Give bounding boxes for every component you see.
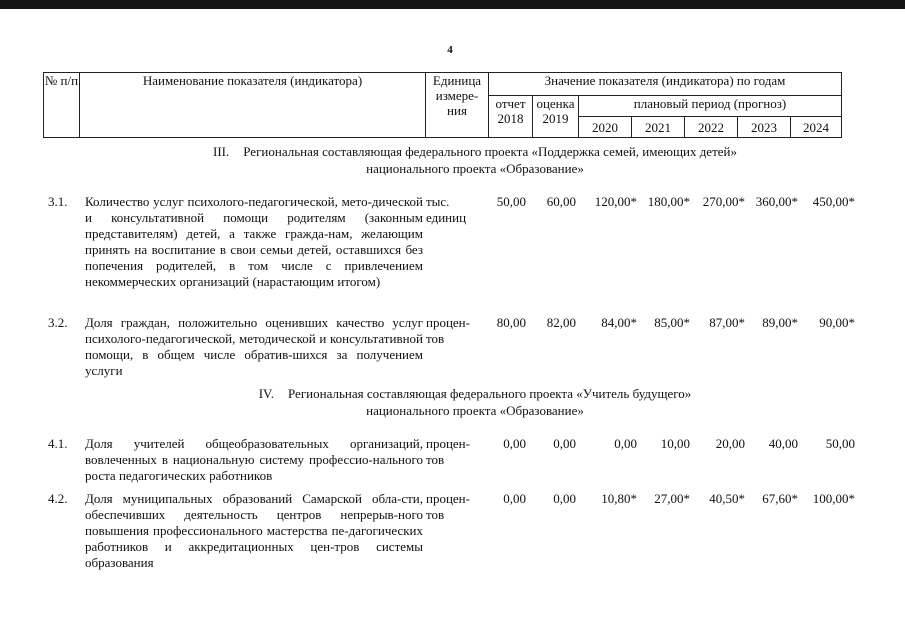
row-indicator-name: Доля граждан, положительно оценивших качество услуг психолого-педагогической, методической и консультативной помощи, в общем числе обратив-шихся за получением услуги xyxy=(85,315,423,378)
header-number: № п/п xyxy=(44,73,80,138)
row-unit: процен-тов xyxy=(426,436,470,467)
scan-edge-bar xyxy=(0,0,905,9)
section-heading xyxy=(80,385,870,419)
section-roman: III. xyxy=(213,144,230,159)
value-2019: 82,00 xyxy=(546,315,576,330)
value-2023: 360,00* xyxy=(755,194,798,209)
value-2020: 0,00 xyxy=(614,436,637,451)
value-2023: 89,00* xyxy=(762,315,798,330)
value-2021: 85,00* xyxy=(654,315,690,330)
value-2024: 450,00* xyxy=(812,194,855,209)
row-number: 4.1. xyxy=(48,436,68,451)
row-number: 3.2. xyxy=(48,315,68,330)
header-unit: Единица измере-ния xyxy=(426,73,489,138)
header-planned-period: плановый период (прогноз) xyxy=(579,96,842,117)
value-2018: 80,00 xyxy=(496,315,526,330)
value-2022: 20,00 xyxy=(715,436,745,451)
section-heading xyxy=(80,143,870,177)
row-indicator-name: Доля муниципальных образований Самарской обла-сти, обеспечивших деятельность центров непрерыв-ного повышения профессионального мастерства пе-дагогических работников и аккредитационных цен-тров системы образования xyxy=(85,491,423,570)
header-values-by-year: Значение показателя (индикатора) по годам xyxy=(489,73,842,96)
value-2023: 40,00 xyxy=(768,436,798,451)
value-2024: 90,00* xyxy=(819,315,855,330)
value-2020: 10,80* xyxy=(601,491,637,506)
header-year: 2020 xyxy=(579,117,632,138)
table-header xyxy=(43,72,842,138)
value-2022: 270,00* xyxy=(702,194,745,209)
value-2022: 40,50* xyxy=(709,491,745,506)
value-2020: 120,00* xyxy=(594,194,637,209)
value-2018: 50,00 xyxy=(496,194,526,209)
value-2019: 0,00 xyxy=(553,436,576,451)
section-title: Региональная составляющая федерального проекта «Поддержка семей, имеющих детей» xyxy=(243,144,737,159)
value-2022: 87,00* xyxy=(709,315,745,330)
row-unit: процен-тов xyxy=(426,491,470,522)
value-2021: 10,00 xyxy=(660,436,690,451)
row-unit: тыс. единиц xyxy=(426,194,467,225)
header-report-label: отчет xyxy=(495,96,526,111)
header-year: 2022 xyxy=(685,117,738,138)
row-number: 4.2. xyxy=(48,491,68,506)
header-year: 2023 xyxy=(738,117,791,138)
value-2019: 60,00 xyxy=(546,194,576,209)
row-unit: процен-тов xyxy=(426,315,470,346)
header-indicator-name: Наименование показателя (индикатора) xyxy=(80,73,426,138)
row-indicator-name: Доля учителей общеобразовательных организаций, вовлеченных в национальную систему профессио-нального роста педагогических работников xyxy=(85,436,423,483)
header-estimate xyxy=(533,96,579,138)
value-2018: 0,00 xyxy=(503,436,526,451)
page-number: 4 xyxy=(447,44,453,56)
section-roman: IV. xyxy=(258,386,274,401)
value-2021: 180,00* xyxy=(647,194,690,209)
row-indicator-name: Количество услуг психолого-педагогической, мето-дической и консультативной помощи родителям (законным представителям) детей, а также гражда-нам, желающим принять на воспитание в свои семьи детей, оставшихся без попечения родителей, в том числе с привлечением некоммерческих организаций (нарастающим итогом) xyxy=(85,194,423,289)
header-report-year: 2018 xyxy=(497,111,524,126)
value-2023: 67,60* xyxy=(762,491,798,506)
value-2020: 84,00* xyxy=(601,315,637,330)
header-report xyxy=(489,96,533,138)
section-subtitle: национального проекта «Образование» xyxy=(366,403,584,418)
value-2021: 27,00* xyxy=(654,491,690,506)
header-estimate-label: оценка xyxy=(536,96,575,111)
value-2018: 0,00 xyxy=(503,491,526,506)
section-subtitle: национального проекта «Образование» xyxy=(366,161,584,176)
value-2024: 100,00* xyxy=(812,491,855,506)
value-2019: 0,00 xyxy=(553,491,576,506)
header-year: 2021 xyxy=(632,117,685,138)
header-year: 2024 xyxy=(791,117,842,138)
value-2024: 50,00 xyxy=(825,436,855,451)
section-title: Региональная составляющая федерального проекта «Учитель будущего» xyxy=(288,386,692,401)
row-number: 3.1. xyxy=(48,194,68,209)
header-estimate-year: 2019 xyxy=(542,111,569,126)
